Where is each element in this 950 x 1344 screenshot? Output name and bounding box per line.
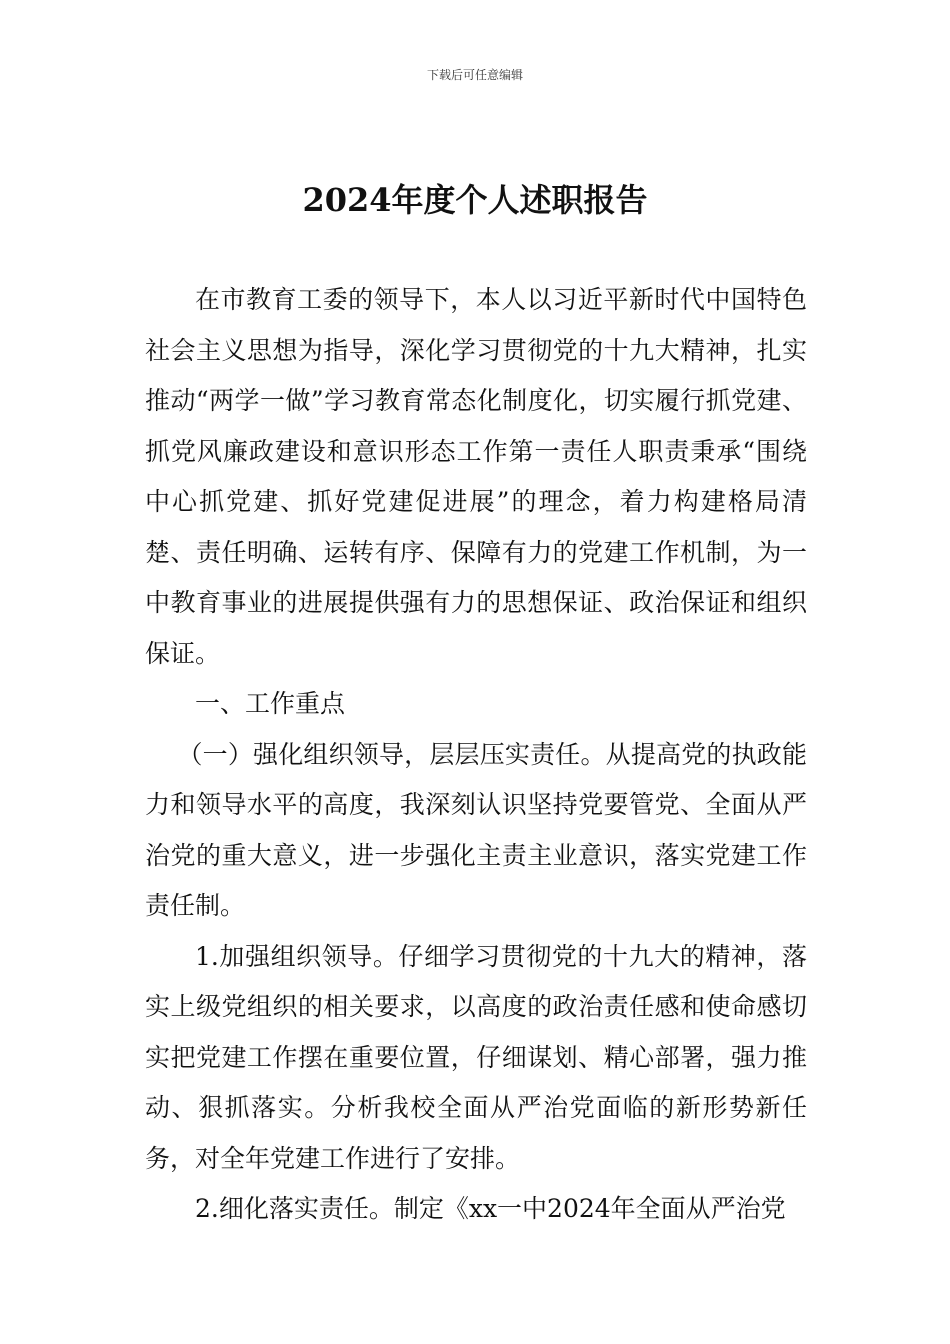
- paragraph-item-1: 1.加强组织领导。仔细学习贯彻党的十九大的精神，落实上级党组织的相关要求，以高度的政治责任感和使命感切实把党建工作摆在重要位置，仔细谋划、精心部署，强力推动、狠抓落实。分析我校全面从严治党面临的新形势新任务，对全年党建工作进行了安排。: [145, 941, 807, 1173]
- paragraph-intro: 在市教育工委的领导下，本人以习近平新时代中国特色社会主义思想为指导，深化学习贯彻党的十九大精神，扎实推动“两学一做”学习教育常态化制度化，切实履行抓党建、抓党风廉政建设和意识形态工作第一责任人职责秉承“围绕中心抓党建、抓好党建促进展”的理念，着力构建格局清楚、责任明确、运转有序、保障有力的党建工作机制，为一中教育事业的进展提供强有力的思想保证、政治保证和组织保证。: [145, 285, 807, 668]
- document-title: 2024年度个人述职报告: [302, 181, 648, 219]
- paragraph-section-heading: 一、工作重点: [195, 689, 346, 718]
- paragraph-subsection-1: （一）强化组织领导，层层压实责任。从提高党的执政能力和领导水平的高度，我深刻认识坚持党要管党、全面从严治党的重大意义，进一步强化主责主业意识，落实党建工作责任制。: [145, 739, 807, 920]
- paragraph-item-2: 2.细化落实责任。制定《xx一中2024年全面从严治党: [195, 1194, 786, 1223]
- document-body: [145, 275, 807, 1235]
- header-note: 下载后可任意编辑: [426, 68, 523, 82]
